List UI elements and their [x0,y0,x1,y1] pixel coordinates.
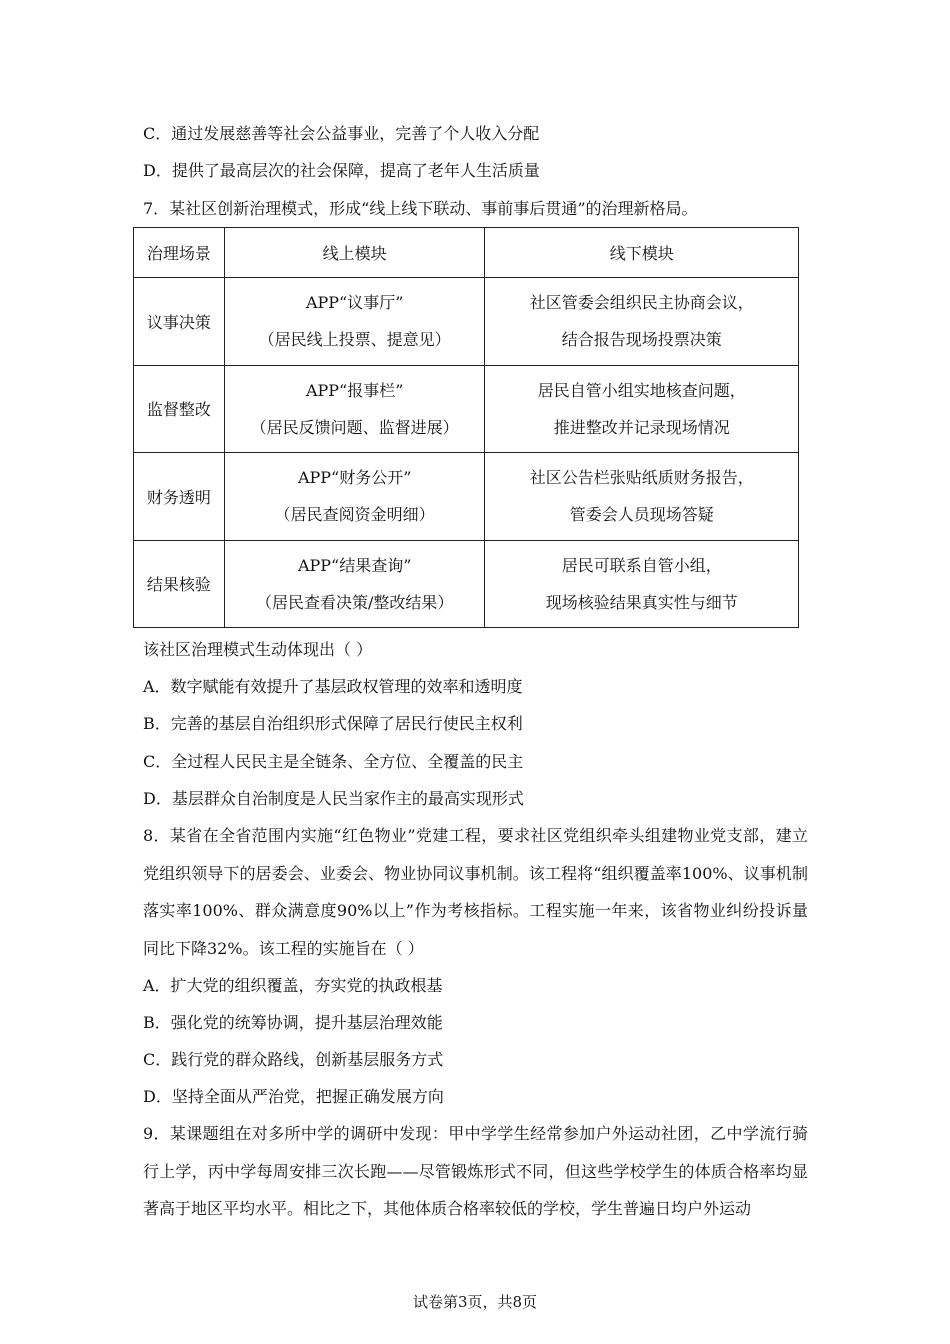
offline-module-line: 居民可联系自管小组， [561,555,722,575]
offline-module-line: 结合报告现场投票决策 [561,330,722,350]
q6-option-d: D．提供了最高层次的社会保障，提高了老年人生活质量 [143,161,540,180]
offline-module-line: 居民自管小组实地核查问题， [537,380,746,400]
online-module-desc: （居民查阅资金明细） [274,505,435,525]
q7-option-c: C．全过程人民民主是全链条、全方位、全覆盖的民主 [143,752,524,771]
online-cell [224,453,485,541]
table-header-cell: 治理场景 [134,228,225,278]
online-module-desc: （居民线上投票、提意见） [258,330,451,350]
scene-cell: 结果核验 [134,540,225,628]
offline-cell [485,278,799,366]
scene-cell: 财务透明 [134,453,225,541]
q7-stem: 7．某社区创新治理模式，形成“线上线下联动、事前事后贯通”的治理新格局。 [143,199,698,218]
offline-cell [485,365,799,453]
q9-stem: 9．某课题组在对多所中学的调研中发现：甲中学学生经常参加户外运动社团，乙中学流行骑行上学，丙中学每周安排三次长跑——尽管锻炼形式不同，但这些学校学生的体质合格率均显著高于地区平均水平。相比之下，其他体质合格率较低的学校，学生普遍日均户外运动 [143,1124,808,1218]
page-footer: 试卷第3页，共8页 [412,1293,538,1311]
online-module-desc: （居民查看决策/整改结果） [255,592,454,612]
online-module-name: APP“结果查询” [297,555,412,575]
online-module-name: APP“议事厅” [305,293,404,313]
offline-module-line: 社区公告栏张贴纸质财务报告， [529,468,754,488]
offline-module-line: 社区管委会组织民主协商会议， [529,293,754,313]
offline-module-line: 现场核验结果真实性与细节 [545,592,738,612]
q8-option-d: D．坚持全面从严治党，把握正确发展方向 [143,1087,444,1106]
online-cell [224,278,485,366]
table-header-cell: 线下模块 [485,228,799,278]
online-module-name: APP“财务公开” [297,468,412,488]
offline-cell [485,453,799,541]
table-header-cell: 线上模块 [224,228,485,278]
online-cell [224,365,485,453]
q7-question: 该社区治理模式生动体现出（ ） [143,640,373,659]
table-row [134,365,799,453]
q8-option-b: B．强化党的统筹协调，提升基层治理效能 [143,1013,443,1032]
table-header-row [134,228,799,278]
online-module-desc: （居民反馈问题、监督进展） [250,417,459,437]
offline-module-line: 管委会人员现场答疑 [569,505,714,525]
table-row [134,278,799,366]
scene-cell: 监督整改 [134,365,225,453]
q8-option-c: C．践行党的群众路线，创新基层服务方式 [143,1050,444,1069]
offline-cell [485,540,799,628]
q6-option-c: C．通过发展慈善等社会公益事业，完善了个人收入分配 [143,124,540,143]
q7-option-b: B．完善的基层自治组织形式保障了居民行使民主权利 [143,714,523,733]
online-cell [224,540,485,628]
q8-stem: 8．某省在全省范围内实施“红色物业”党建工程，要求社区党组织牵头组建物业党支部，建立党组织领导下的居委会、业委会、物业协同议事机制。该工程将“组织覆盖率100%、议事机制落实率100%、群众满意度90%以上”作为考核指标。工程实施一年来，该省物业纠纷投诉量同比下降32%。该工程的实施旨在（ ） [143,826,808,958]
online-module-name: APP“报事栏” [305,380,404,400]
scene-cell: 议事决策 [134,278,225,366]
table-row [134,540,799,628]
q7-option-a: A．数字赋能有效提升了基层政权管理的效率和透明度 [143,677,523,696]
q7-option-d: D．基层群众自治制度是人民当家作主的最高实现形式 [143,789,524,808]
table-row [134,453,799,541]
q8-option-a: A．扩大党的组织覆盖，夯实党的执政根基 [143,976,443,995]
governance-table [133,227,799,628]
offline-module-line: 推进整改并记录现场情况 [553,417,730,437]
